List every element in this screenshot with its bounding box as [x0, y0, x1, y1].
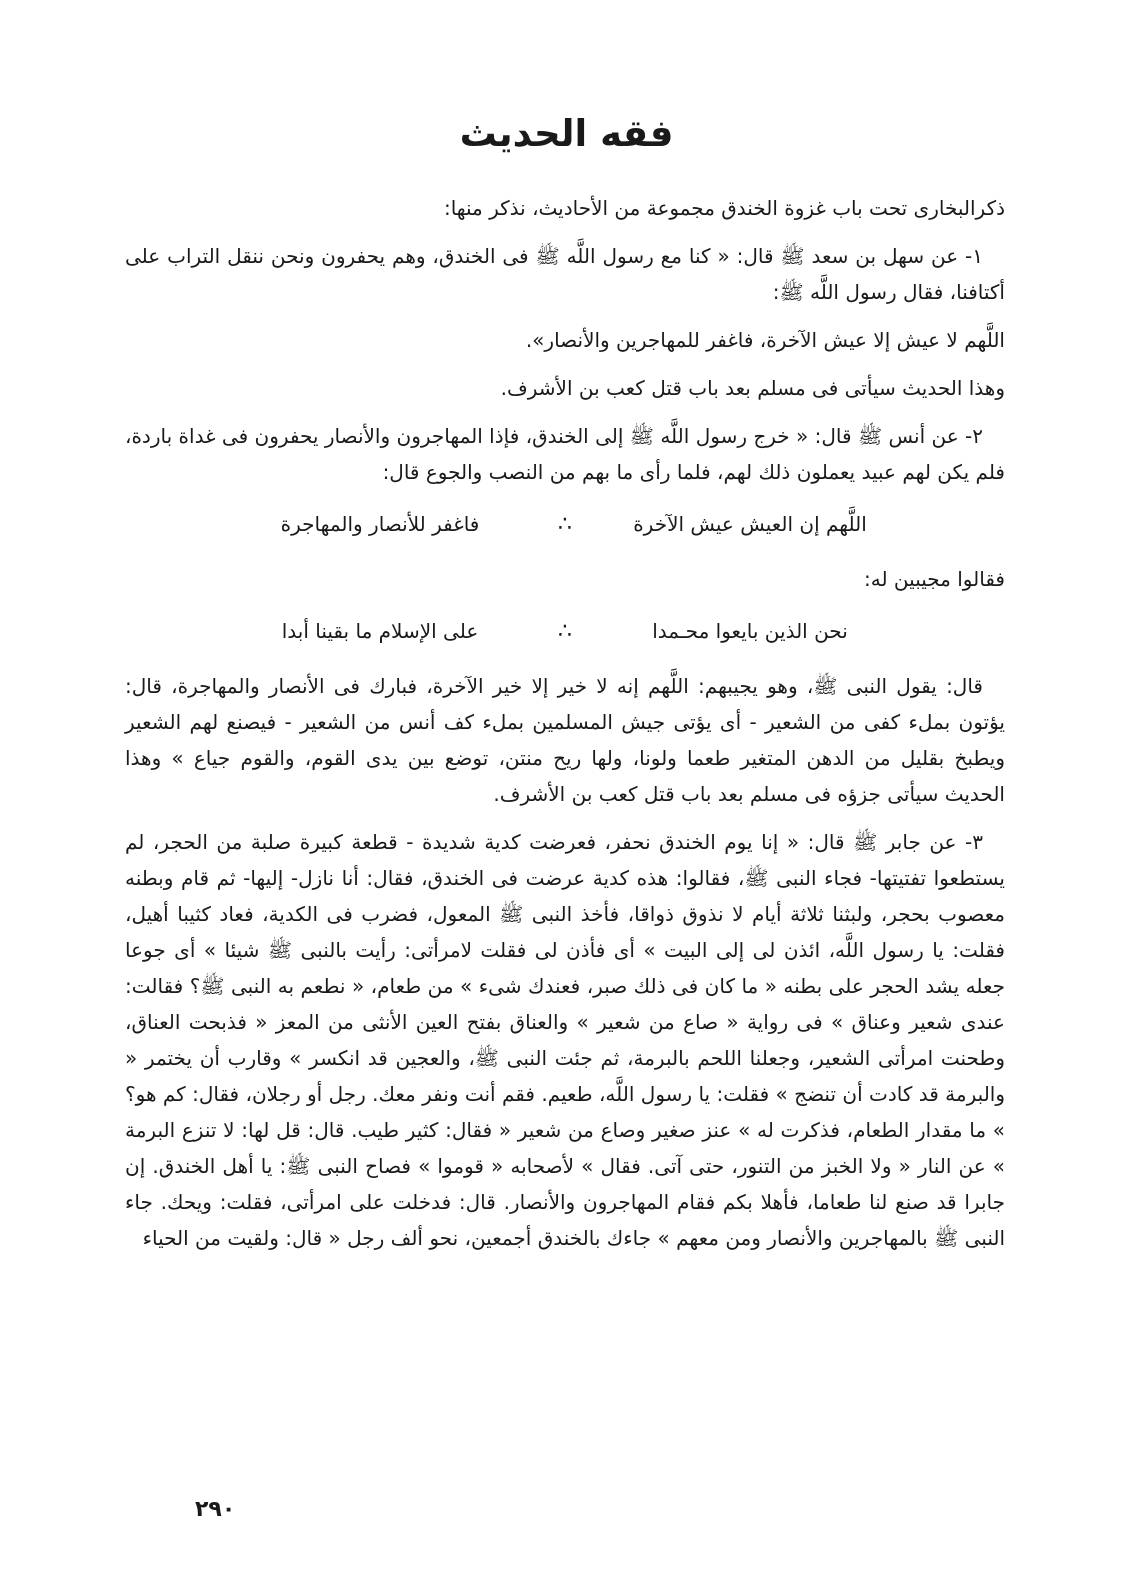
page-title: فقه الحديث — [459, 112, 674, 155]
poem-verse-1 — [125, 506, 1005, 543]
reply-intro: فقالوا مجيبين له: — [864, 567, 1005, 591]
hadith-3-text: ٣- عن جابر ﷺ قال: « إنا يوم الخندق نحفر، فعرضت كدية شديدة - قطعة كبيرة صلبة من الحجر، لم يستطعوا تفتيتها- فجاء النبى ﷺ، فقالوا: هذه كدية عرضت فى الخندق، فقال: أنا نازل- إليها- ثم قام وبطنه معصوب بحجر، ولبثنا ثلاثة أيام لا نذوق ذواقا، فأخذ النبى ﷺ المعول، فضرب فى الكدية، فعاد كثيبا أهيل، فقلت: يا رسول اللَّه، ائذن لى إلى البيت » أى فأذن لى فقلت لامرأتى: رأيت بالنبى ﷺ شيئا » أى جوعا جعله يشد الحجر على بطنه « ما كان فى ذلك صبر، فعندك شىء » من طعام، « نطعم به النبى ﷺ؟ فقالت: عندى شعير وعناق » فى رواية « صاع من شعير » والعناق بفتح العين الأنثى من المعز « فذبحت العناق، وطحنت امرأتى الشعير، وجعلنا اللحم بالبرمة، ثم جئت النبى ﷺ، والعجين قد انكسر » وقارب أن يختمر « والبرمة قد كادت أن تنضج » فقلت: يا رسول اللَّه، طعيم. فقم أنت ونفر معك. رجل أو رجلان، فقال: كم هو؟ » ما مقدار الطعام، فذكرت له » عنز صغير وصاع من شعير « فقال: كثير طيب. قال: قل لها: لا تنزع البرمة » عن النار « ولا الخبز من التنور، حتى آتى. فقال » لأصحابه « قوموا » فصاح النبى ﷺ: يا أهل الخندق. إن جابرا قد صنع لنا طعاما، فأهلا بكم فقام المهاجرون والأنصار. قال: فدخلت على امرأتى، فقلت: ويحك. جاء النبى ﷺ بالمهاجرين والأنصار ومن معهم » جاءك بالخندق أجمعين، نحو ألف رجل « قال: ولقيت من الحياء — [125, 830, 1005, 1250]
verse-separator-icon: ∴ — [558, 619, 572, 644]
verse-1-second-hemistich: فاغفر للأنصار والمهاجرة — [280, 512, 480, 536]
page-number: ٢٩٠ — [195, 1497, 236, 1522]
hadith-1-note: وهذا الحديث سيأتى فى مسلم بعد باب قتل كعب بن الأشرف. — [500, 376, 1005, 400]
intro-paragraph: ذكرالبخارى تحت باب غزوة الخندق مجموعة من الأحاديث، نذكر منها: — [443, 196, 1005, 220]
hadith-1-quote: اللَّهم لا عيش إلا عيش الآخرة، فاغفر للمهاجرين والأنصار». — [525, 328, 1005, 352]
verse-2-second-hemistich: على الإسلام ما بقينا أبدا — [281, 619, 479, 643]
poem-verse-2 — [125, 613, 1005, 650]
verse-2-first-hemistich: نحن الذين بايعوا محـمدا — [652, 619, 848, 643]
hadith-2-commentary: قال: يقول النبى ﷺ، وهو يجيبهم: اللَّهم إنه لا خير إلا خير الآخرة، فبارك فى الأنصار والمهاجرة، قال: يؤتون بملء كفى من الشعير - أى يؤتى جيش المسلمين بملء كف أنس من الشعير - فيصنع لهم الشعير ويطبخ بقليل من الدهن المتغير طعما ولونا، ولها ريح منتن، توضع بين يدى القوم، والقوم جياع » وهذا الحديث سيأتى جزؤه فى مسلم بعد باب قتل كعب بن الأشرف. — [125, 674, 1005, 806]
verse-1-first-hemistich: اللَّهم إن العيش عيش الآخرة — [633, 512, 867, 536]
page-body — [125, 190, 1005, 1268]
hadith-1-text: ١- عن سهل بن سعد ﷺ قال: « كنا مع رسول اللَّه ﷺ فى الخندق، وهم يحفرون ونحن ننقل التراب على أكتافنا، فقال رسول اللَّه ﷺ: — [125, 244, 1005, 304]
verse-separator-icon: ∴ — [558, 512, 572, 537]
hadith-2-text: ٢- عن أنس ﷺ قال: « خرج رسول اللَّه ﷺ إلى الخندق، فإذا المهاجرون والأنصار يحفرون فى غداة باردة، فلم يكن لهم عبيد يعملون ذلك لهم، فلما رأى ما بهم من النصب والجوع قال: — [125, 424, 1005, 484]
